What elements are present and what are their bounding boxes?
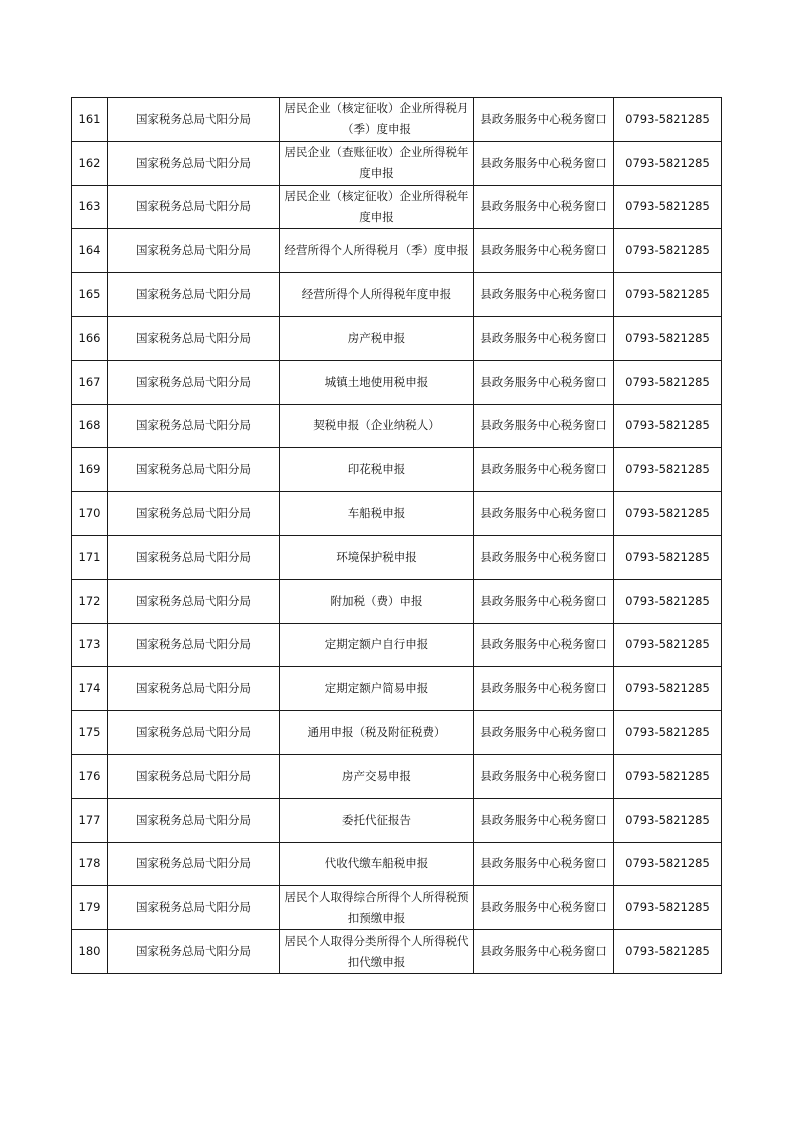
- phone-cell: 0793-5821285: [614, 141, 722, 185]
- department-cell: 国家税务总局弋阳分局: [108, 448, 280, 492]
- service-item-cell: 居民企业（查账征收）企业所得税年度申报: [280, 141, 474, 185]
- phone-cell: 0793-5821285: [614, 273, 722, 317]
- phone-cell: 0793-5821285: [614, 229, 722, 273]
- department-cell: 国家税务总局弋阳分局: [108, 579, 280, 623]
- row-number: 169: [72, 448, 108, 492]
- service-item-cell: 城镇土地使用税申报: [280, 360, 474, 404]
- row-number: 175: [72, 711, 108, 755]
- service-location-cell: 县政务服务中心税务窗口: [474, 711, 614, 755]
- department-cell: 国家税务总局弋阳分局: [108, 711, 280, 755]
- service-location-cell: 县政务服务中心税务窗口: [474, 930, 614, 974]
- row-number: 170: [72, 492, 108, 536]
- department-cell: 国家税务总局弋阳分局: [108, 623, 280, 667]
- service-item-cell: 附加税（费）申报: [280, 579, 474, 623]
- phone-cell: 0793-5821285: [614, 623, 722, 667]
- phone-cell: 0793-5821285: [614, 842, 722, 886]
- table-row: [72, 930, 722, 974]
- row-number: 161: [72, 98, 108, 142]
- department-cell: 国家税务总局弋阳分局: [108, 316, 280, 360]
- service-item-cell: 代收代缴车船税申报: [280, 842, 474, 886]
- service-location-cell: 县政务服务中心税务窗口: [474, 754, 614, 798]
- phone-cell: 0793-5821285: [614, 930, 722, 974]
- row-number: 164: [72, 229, 108, 273]
- row-number: 172: [72, 579, 108, 623]
- phone-cell: 0793-5821285: [614, 185, 722, 229]
- department-cell: 国家税务总局弋阳分局: [108, 842, 280, 886]
- department-cell: 国家税务总局弋阳分局: [108, 535, 280, 579]
- document-page: [71, 97, 721, 974]
- department-cell: 国家税务总局弋阳分局: [108, 185, 280, 229]
- service-location-cell: 县政务服务中心税务窗口: [474, 842, 614, 886]
- service-item-cell: 房产交易申报: [280, 754, 474, 798]
- phone-cell: 0793-5821285: [614, 535, 722, 579]
- department-cell: 国家税务总局弋阳分局: [108, 273, 280, 317]
- row-number: 173: [72, 623, 108, 667]
- table-row: [72, 273, 722, 317]
- service-item-cell: 契税申报（企业纳税人）: [280, 404, 474, 448]
- phone-cell: 0793-5821285: [614, 667, 722, 711]
- table-row: [72, 492, 722, 536]
- phone-cell: 0793-5821285: [614, 360, 722, 404]
- row-number: 165: [72, 273, 108, 317]
- service-item-cell: 通用申报（税及附征税费）: [280, 711, 474, 755]
- row-number: 171: [72, 535, 108, 579]
- service-location-cell: 县政务服务中心税务窗口: [474, 623, 614, 667]
- service-item-cell: 居民个人取得分类所得个人所得税代扣代缴申报: [280, 930, 474, 974]
- row-number: 166: [72, 316, 108, 360]
- department-cell: 国家税务总局弋阳分局: [108, 886, 280, 930]
- table-row: [72, 404, 722, 448]
- row-number: 163: [72, 185, 108, 229]
- service-location-cell: 县政务服务中心税务窗口: [474, 492, 614, 536]
- department-cell: 国家税务总局弋阳分局: [108, 667, 280, 711]
- service-location-cell: 县政务服务中心税务窗口: [474, 316, 614, 360]
- service-item-cell: 经营所得个人所得税月（季）度申报: [280, 229, 474, 273]
- service-location-cell: 县政务服务中心税务窗口: [474, 579, 614, 623]
- service-location-cell: 县政务服务中心税务窗口: [474, 273, 614, 317]
- table-row: [72, 535, 722, 579]
- service-location-cell: 县政务服务中心税务窗口: [474, 448, 614, 492]
- row-number: 168: [72, 404, 108, 448]
- row-number: 178: [72, 842, 108, 886]
- phone-cell: 0793-5821285: [614, 798, 722, 842]
- phone-cell: 0793-5821285: [614, 98, 722, 142]
- phone-cell: 0793-5821285: [614, 492, 722, 536]
- service-location-cell: 县政务服务中心税务窗口: [474, 185, 614, 229]
- table-row: [72, 141, 722, 185]
- phone-cell: 0793-5821285: [614, 579, 722, 623]
- service-item-cell: 定期定额户自行申报: [280, 623, 474, 667]
- table-row: [72, 229, 722, 273]
- service-item-cell: 居民企业（核定征收）企业所得税年度申报: [280, 185, 474, 229]
- department-cell: 国家税务总局弋阳分局: [108, 930, 280, 974]
- department-cell: 国家税务总局弋阳分局: [108, 98, 280, 142]
- department-cell: 国家税务总局弋阳分局: [108, 229, 280, 273]
- phone-cell: 0793-5821285: [614, 404, 722, 448]
- service-table: [71, 97, 722, 974]
- phone-cell: 0793-5821285: [614, 754, 722, 798]
- department-cell: 国家税务总局弋阳分局: [108, 141, 280, 185]
- department-cell: 国家税务总局弋阳分局: [108, 492, 280, 536]
- table-row: [72, 579, 722, 623]
- department-cell: 国家税务总局弋阳分局: [108, 754, 280, 798]
- department-cell: 国家税务总局弋阳分局: [108, 404, 280, 448]
- row-number: 174: [72, 667, 108, 711]
- service-item-cell: 经营所得个人所得税年度申报: [280, 273, 474, 317]
- service-item-cell: 房产税申报: [280, 316, 474, 360]
- service-location-cell: 县政务服务中心税务窗口: [474, 141, 614, 185]
- phone-cell: 0793-5821285: [614, 711, 722, 755]
- table-row: [72, 711, 722, 755]
- table-row: [72, 842, 722, 886]
- department-cell: 国家税务总局弋阳分局: [108, 798, 280, 842]
- service-location-cell: 县政务服务中心税务窗口: [474, 667, 614, 711]
- table-row: [72, 623, 722, 667]
- service-location-cell: 县政务服务中心税务窗口: [474, 98, 614, 142]
- row-number: 176: [72, 754, 108, 798]
- service-item-cell: 车船税申报: [280, 492, 474, 536]
- table-row: [72, 886, 722, 930]
- service-table-body: [72, 98, 722, 974]
- table-row: [72, 667, 722, 711]
- row-number: 177: [72, 798, 108, 842]
- service-location-cell: 县政务服务中心税务窗口: [474, 535, 614, 579]
- service-location-cell: 县政务服务中心税务窗口: [474, 886, 614, 930]
- service-item-cell: 委托代征报告: [280, 798, 474, 842]
- table-row: [72, 448, 722, 492]
- department-cell: 国家税务总局弋阳分局: [108, 360, 280, 404]
- service-item-cell: 定期定额户简易申报: [280, 667, 474, 711]
- service-item-cell: 居民企业（核定征收）企业所得税月（季）度申报: [280, 98, 474, 142]
- service-item-cell: 居民个人取得综合所得个人所得税预扣预缴申报: [280, 886, 474, 930]
- row-number: 167: [72, 360, 108, 404]
- service-location-cell: 县政务服务中心税务窗口: [474, 229, 614, 273]
- table-row: [72, 754, 722, 798]
- service-location-cell: 县政务服务中心税务窗口: [474, 798, 614, 842]
- row-number: 180: [72, 930, 108, 974]
- service-location-cell: 县政务服务中心税务窗口: [474, 360, 614, 404]
- phone-cell: 0793-5821285: [614, 316, 722, 360]
- service-location-cell: 县政务服务中心税务窗口: [474, 404, 614, 448]
- table-row: [72, 798, 722, 842]
- row-number: 179: [72, 886, 108, 930]
- row-number: 162: [72, 141, 108, 185]
- phone-cell: 0793-5821285: [614, 886, 722, 930]
- service-item-cell: 环境保护税申报: [280, 535, 474, 579]
- table-row: [72, 98, 722, 142]
- table-row: [72, 360, 722, 404]
- table-row: [72, 316, 722, 360]
- table-row: [72, 185, 722, 229]
- service-item-cell: 印花税申报: [280, 448, 474, 492]
- phone-cell: 0793-5821285: [614, 448, 722, 492]
